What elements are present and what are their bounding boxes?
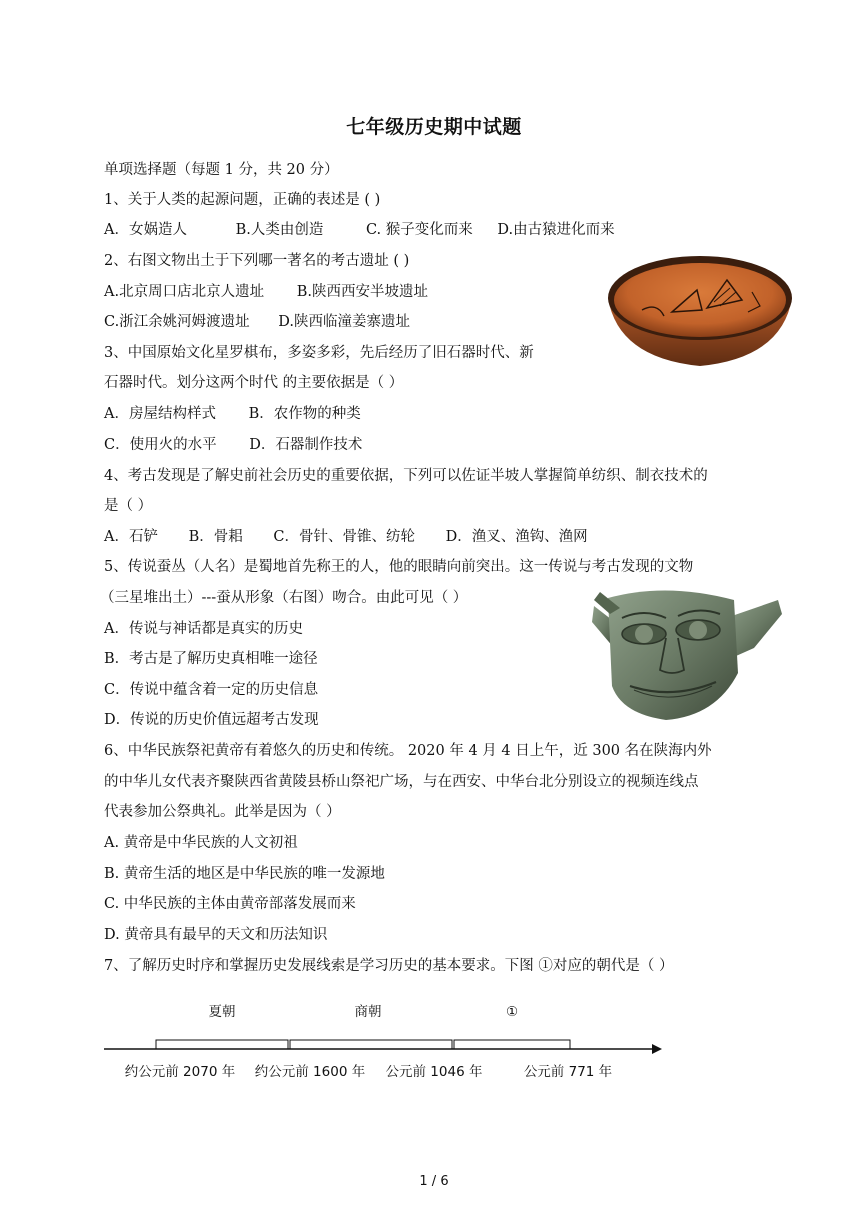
q1-options [104, 220, 637, 240]
q1-option-a[interactable]: A．女娲造人 [104, 222, 187, 238]
q1-option-d[interactable]: D.由古猿进化而来 [497, 222, 615, 238]
q5-option-c[interactable]: C．传说中蕴含着一定的历史信息 [104, 682, 319, 698]
q3-options-row2 [104, 435, 384, 455]
q3-option-a[interactable]: A．房屋结构样式 [104, 406, 216, 422]
date-label-4: 公元前 771 年 [523, 1064, 613, 1080]
bracket-shang [290, 1040, 452, 1049]
q1-option-c[interactable]: C. 猴子变化而来 [365, 222, 473, 238]
q5-option-d[interactable]: D．传说的历史价值远超考古发现 [104, 712, 319, 728]
q2-option-b[interactable]: B.陕西西安半坡遗址 [296, 284, 428, 300]
page-number: 1 / 6 [419, 1174, 449, 1189]
page-title: 七年级历史期中试题 [346, 116, 522, 138]
q5-stem-line2: （三星堆出土）---蚕从形象（右图）吻合。由此可见（ ） [100, 590, 468, 606]
q6-option-c[interactable]: C. 中华民族的主体由黄帝部落发展而来 [104, 896, 356, 912]
q2-options-row2 [104, 312, 432, 332]
q2-option-a[interactable]: A.北京周口店北京人遗址 [104, 284, 265, 300]
q4-option-d[interactable]: D．渔叉、渔钩、渔网 [445, 529, 588, 545]
q6-stem-line3: 代表参加公祭典礼。此举是因为（ ） [104, 804, 341, 820]
date-label-2: 约公元前 1600 年 [254, 1064, 366, 1080]
dynasty-timeline [100, 990, 670, 1090]
section-heading: 单项选择题（每题 1 分，共 20 分） [104, 162, 339, 178]
q3-option-d[interactable]: D．石器制作技术 [249, 437, 363, 453]
date-label-1: 约公元前 2070 年 [124, 1064, 236, 1080]
bracket-xia [156, 1040, 288, 1049]
q4-option-b[interactable]: B．骨耜 [188, 529, 243, 545]
q6-stem-line1: 6、中华民族祭祀黄帝有着悠久的历史和传统。 2020 年 4 月 4 日上午，近 300 名在陕海内外 [104, 743, 712, 759]
q5-stem-line1: 5、传说蚕丛（人名）是蜀地首先称王的人，他的眼睛向前突出。这一传说与考古发现的文物 [104, 559, 694, 575]
q4-option-a[interactable]: A．石铲 [104, 529, 158, 545]
q3-option-b[interactable]: B．农作物的种类 [248, 406, 361, 422]
timeline-arrow-icon [652, 1044, 662, 1054]
date-label-3: 公元前 1046 年 [385, 1064, 483, 1080]
q4-stem-line1: 4、考古发现是了解史前社会历史的重要依据，下列可以佐证半坡人掌握简单纺织、制衣技术的 [104, 468, 708, 484]
q2-options-row1 [104, 282, 450, 302]
q4-option-c[interactable]: C．骨针、骨锥、纺轮 [273, 529, 415, 545]
q7-stem: 7、了解历史时序和掌握历史发展线索是学习历史的基本要求。下图 ①对应的朝代是（ ） [104, 958, 674, 974]
q5-option-b[interactable]: B．考古是了解历史真相唯一途径 [104, 651, 318, 667]
q4-stem-line2: 是（ ） [104, 498, 153, 514]
q2-stem: 2、右图文物出土于下列哪一著名的考古遗址 ( ) [104, 253, 410, 269]
q1-stem: 1、关于人类的起源问题，正确的表述是 ( ) [104, 192, 381, 208]
q6-option-b[interactable]: B. 黄帝生活的地区是中华民族的唯一发源地 [104, 866, 385, 882]
q2-option-d[interactable]: D.陕西临潼姜寨遗址 [278, 314, 411, 330]
painted-pottery-bowl-image [602, 250, 798, 370]
q2-option-c[interactable]: C.浙江余姚河姆渡遗址 [104, 314, 250, 330]
q1-option-b[interactable]: B.人类由创造 [235, 222, 324, 238]
q6-stem-line2: 的中华儿女代表齐聚陕西省黄陵县桥山祭祀广场，与在西安、中华台北分别设立的视频连线点 [104, 774, 699, 790]
bracket-unknown [454, 1040, 570, 1049]
q5-option-a[interactable]: A．传说与神话都是真实的历史 [104, 621, 303, 637]
q3-options-row1 [104, 404, 383, 424]
bronze-mask-image [586, 578, 786, 723]
period-label-shang: 商朝 [354, 1004, 382, 1020]
q6-option-d[interactable]: D. 黄帝具有最早的天文和历法知识 [104, 927, 328, 943]
period-label-blank: ① [505, 1004, 519, 1020]
q6-option-a[interactable]: A. 黄帝是中华民族的人文初祖 [104, 835, 298, 851]
q3-option-c[interactable]: C．使用火的水平 [104, 437, 217, 453]
q3-stem-line2: 石器时代。划分这两个时代 的主要依据是（ ） [104, 375, 404, 391]
q3-stem-line1: 3、中国原始文化星罗棋布，多姿多彩，先后经历了旧石器时代、新 [104, 345, 534, 361]
q4-options [104, 527, 610, 547]
period-label-xia: 夏朝 [208, 1004, 236, 1020]
